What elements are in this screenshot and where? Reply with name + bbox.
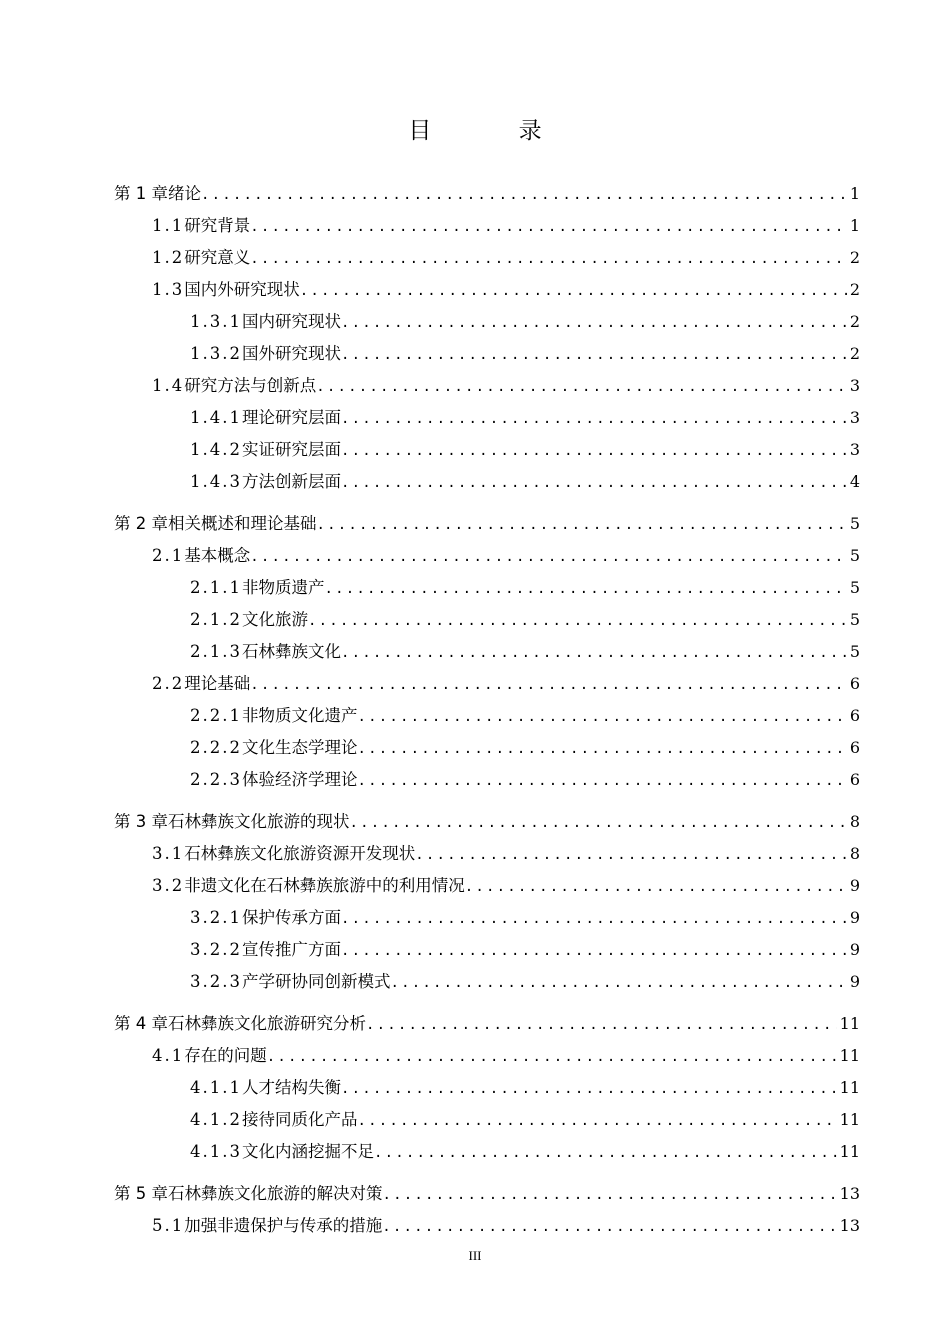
toc-entry-label: 存在的问题	[184, 1046, 267, 1065]
toc-entry-page: 4	[849, 472, 860, 491]
toc-entry-label: 理论基础	[184, 674, 251, 693]
toc-entry-label: 宣传推广方面	[241, 940, 341, 959]
toc-entry-number: 2.1	[152, 546, 185, 565]
dot-leader	[341, 903, 847, 935]
dot-leader	[341, 467, 847, 499]
toc-subsection-entry[interactable]	[114, 572, 860, 604]
dot-leader	[383, 1179, 837, 1211]
dot-leader	[201, 179, 847, 211]
dot-leader	[357, 701, 846, 733]
toc-subsection-entry[interactable]	[114, 934, 860, 966]
toc-entry-page: 5	[849, 610, 860, 629]
toc-entry-page: 5	[849, 578, 860, 597]
toc-entry-number: 1.3.1	[190, 312, 242, 331]
dot-leader	[250, 541, 847, 573]
toc-section-entry[interactable]	[114, 1040, 860, 1072]
dot-leader	[390, 967, 846, 999]
toc-entry-label: 人才结构失衡	[241, 1078, 341, 1097]
toc-entry-label: 文化内涵挖掘不足	[241, 1142, 374, 1161]
dot-leader	[341, 435, 847, 467]
toc-entry-label: 石林彝族文化旅游的解决对策	[168, 1184, 383, 1203]
dot-leader	[341, 307, 847, 339]
toc-entry-label: 文化旅游	[241, 610, 308, 629]
toc-entry-page: 6	[849, 706, 860, 725]
toc-entry-number: 1.4.1	[190, 408, 242, 427]
toc-entry-page: 9	[849, 940, 860, 959]
toc-entry-label: 国内研究现状	[241, 312, 341, 331]
toc-entry-label: 保护传承方面	[241, 908, 341, 927]
toc-entry-page: 9	[849, 972, 860, 991]
dot-leader	[341, 637, 847, 669]
dot-leader	[267, 1041, 837, 1073]
dot-leader	[250, 211, 847, 243]
toc-entry-label: 非物质文化遗产	[241, 706, 358, 725]
toc-section-entry[interactable]	[114, 210, 860, 242]
toc-entry-page: 9	[849, 908, 860, 927]
toc-entry-page: 3	[849, 376, 860, 395]
dot-leader	[357, 733, 846, 765]
toc-entry-number: 4.1.2	[190, 1110, 242, 1129]
toc-section-entry[interactable]	[114, 870, 860, 902]
toc-entry-label: 相关概述和理论基础	[168, 514, 317, 533]
toc-entry-number: 1.1	[152, 216, 185, 235]
toc-entry-number: 2.1.1	[190, 578, 242, 597]
toc-entry-label: 国外研究现状	[241, 344, 341, 363]
toc-entry-label: 方法创新层面	[241, 472, 341, 491]
dot-leader	[366, 1009, 837, 1041]
toc-entry-number: 3.1	[152, 844, 185, 863]
dot-leader	[341, 935, 847, 967]
dot-leader	[350, 807, 847, 839]
toc-entry-label: 非遗文化在石林彝族旅游中的利用情况	[184, 876, 465, 895]
table-of-contents	[114, 178, 860, 1242]
toc-entry-number: 1.4	[152, 376, 185, 395]
toc-entry-page: 8	[849, 844, 860, 863]
dot-leader	[316, 371, 847, 403]
toc-subsection-entry[interactable]	[114, 700, 860, 732]
dot-leader	[374, 1137, 837, 1169]
toc-entry-number: 3.2.1	[190, 908, 242, 927]
toc-entry-page: 2	[849, 344, 860, 363]
toc-entry-label: 研究意义	[184, 248, 251, 267]
toc-chapter-entry[interactable]	[114, 508, 860, 540]
toc-entry-number: 1.3	[152, 280, 185, 299]
dot-leader	[382, 1211, 836, 1243]
toc-entry-number: 5.1	[152, 1216, 185, 1235]
dot-leader	[357, 765, 846, 797]
toc-subsection-entry[interactable]	[114, 966, 860, 998]
toc-section-entry[interactable]	[114, 540, 860, 572]
toc-entry-number: 2.2	[152, 674, 185, 693]
toc-entry-label: 绪论	[168, 184, 201, 203]
toc-subsection-entry[interactable]	[114, 466, 860, 498]
toc-entry-number: 第 5 章	[114, 1184, 168, 1203]
toc-entry-page: 1	[849, 184, 860, 203]
toc-entry-label: 研究背景	[184, 216, 251, 235]
toc-entry-label: 石林彝族文化	[241, 642, 341, 661]
toc-subsection-entry[interactable]	[114, 434, 860, 466]
toc-title: 目 录	[408, 118, 582, 144]
toc-entry-page: 8	[849, 812, 860, 831]
toc-entry-page: 11	[839, 1046, 860, 1065]
toc-entry-page: 13	[839, 1216, 860, 1235]
toc-entry-page: 6	[849, 738, 860, 757]
toc-chapter-entry[interactable]	[114, 178, 860, 210]
toc-entry-page: 9	[849, 876, 860, 895]
toc-subsection-entry[interactable]	[114, 732, 860, 764]
toc-entry-number: 第 4 章	[114, 1014, 168, 1033]
toc-entry-label: 实证研究层面	[241, 440, 341, 459]
toc-entry-page: 3	[849, 440, 860, 459]
toc-subsection-entry[interactable]	[114, 402, 860, 434]
toc-subsection-entry[interactable]	[114, 306, 860, 338]
toc-entry-page: 13	[839, 1184, 860, 1203]
toc-subsection-entry[interactable]	[114, 1072, 860, 1104]
dot-leader	[341, 403, 847, 435]
toc-entry-label: 研究方法与创新点	[184, 376, 317, 395]
dot-leader	[300, 275, 847, 307]
toc-chapter-entry[interactable]	[114, 806, 860, 838]
toc-subsection-entry[interactable]	[114, 1104, 860, 1136]
toc-entry-label: 国内外研究现状	[184, 280, 300, 299]
toc-entry-page: 11	[839, 1014, 860, 1033]
toc-entry-number: 2.1.3	[190, 642, 242, 661]
page-number-footer: III	[468, 1248, 482, 1263]
toc-section-entry[interactable]	[114, 668, 860, 700]
dot-leader	[317, 509, 847, 541]
toc-entry-number: 2.2.2	[190, 738, 242, 757]
toc-entry-page: 6	[849, 674, 860, 693]
toc-section-entry[interactable]	[114, 370, 860, 402]
toc-subsection-entry[interactable]	[114, 338, 860, 370]
toc-entry-page: 3	[849, 408, 860, 427]
toc-entry-number: 2.2.3	[190, 770, 242, 789]
toc-entry-label: 石林彝族文化旅游的现状	[168, 812, 350, 831]
toc-entry-label: 接待同质化产品	[241, 1110, 358, 1129]
toc-entry-number: 3.2.2	[190, 940, 242, 959]
toc-entry-label: 基本概念	[184, 546, 251, 565]
toc-entry-page: 1	[849, 216, 860, 235]
dot-leader	[341, 1073, 837, 1105]
dot-leader	[357, 1105, 836, 1137]
dot-leader	[250, 243, 847, 275]
toc-entry-page: 11	[839, 1142, 860, 1161]
toc-entry-page: 2	[849, 312, 860, 331]
toc-entry-number: 第 1 章	[114, 184, 168, 203]
toc-entry-number: 2.2.1	[190, 706, 242, 725]
toc-subsection-entry[interactable]	[114, 902, 860, 934]
toc-entry-label: 文化生态学理论	[241, 738, 358, 757]
toc-entry-label: 石林彝族文化旅游资源开发现状	[184, 844, 416, 863]
toc-entry-page: 11	[839, 1110, 860, 1129]
toc-subsection-entry[interactable]	[114, 604, 860, 636]
toc-entry-label: 产学研协同创新模式	[241, 972, 391, 991]
toc-chapter-entry[interactable]	[114, 1178, 860, 1210]
toc-entry-number: 4.1.1	[190, 1078, 242, 1097]
toc-entry-label: 非物质遗产	[241, 578, 325, 597]
toc-entry-number: 4.1.3	[190, 1142, 242, 1161]
toc-entry-label: 体验经济学理论	[241, 770, 358, 789]
dot-leader	[324, 573, 846, 605]
dot-leader	[250, 669, 847, 701]
toc-entry-number: 2.1.2	[190, 610, 242, 629]
toc-entry-page: 2	[849, 248, 860, 267]
toc-entry-number: 第 3 章	[114, 812, 168, 831]
toc-entry-number: 第 2 章	[114, 514, 168, 533]
toc-entry-number: 1.2	[152, 248, 185, 267]
toc-entry-label: 石林彝族文化旅游研究分析	[168, 1014, 366, 1033]
toc-entry-page: 6	[849, 770, 860, 789]
toc-entry-page: 5	[849, 514, 860, 533]
toc-entry-number: 3.2	[152, 876, 185, 895]
dot-leader	[341, 339, 847, 371]
toc-entry-page: 11	[839, 1078, 860, 1097]
toc-subsection-entry[interactable]	[114, 764, 860, 796]
dot-leader	[415, 839, 847, 871]
toc-section-entry[interactable]	[114, 838, 860, 870]
toc-entry-number: 1.3.2	[190, 344, 242, 363]
toc-entry-label: 加强非遗保护与传承的措施	[184, 1216, 383, 1235]
toc-entry-number: 1.4.2	[190, 440, 242, 459]
toc-entry-number: 3.2.3	[190, 972, 242, 991]
toc-subsection-entry[interactable]	[114, 1136, 860, 1168]
toc-entry-page: 5	[849, 642, 860, 661]
toc-entry-number: 4.1	[152, 1046, 185, 1065]
toc-entry-number: 1.4.3	[190, 472, 242, 491]
toc-entry-page: 2	[849, 280, 860, 299]
toc-section-entry[interactable]	[114, 274, 860, 306]
toc-chapter-entry[interactable]	[114, 1008, 860, 1040]
toc-entry-page: 5	[849, 546, 860, 565]
dot-leader	[465, 871, 847, 903]
toc-section-entry[interactable]	[114, 242, 860, 274]
toc-section-entry[interactable]	[114, 1210, 860, 1242]
toc-entry-label: 理论研究层面	[241, 408, 341, 427]
toc-subsection-entry[interactable]	[114, 636, 860, 668]
dot-leader	[308, 605, 847, 637]
